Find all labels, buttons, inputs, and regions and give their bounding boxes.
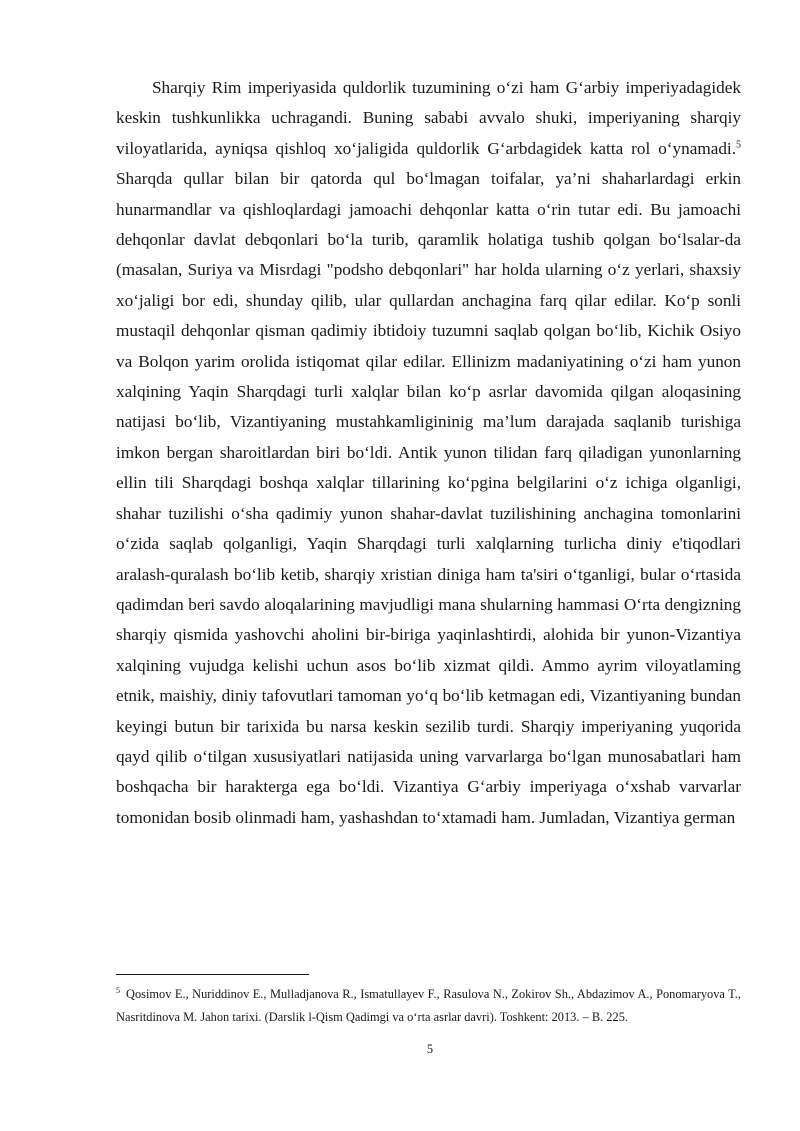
- main-paragraph: [116, 73, 741, 833]
- footnote-reference[interactable]: 5: [736, 139, 741, 151]
- paragraph-text-rest: Sharqda qullar bilan bir qatorda qul bo‘lmagan toifalar, ya’ni shaharlardagi erkin hunarmandlar va qishloqlardagi jamoachi dehqonlar katta o‘rin tutar edi. Bu jamoachi dehqonlar davlat debqonlari bo‘la turib, qaramlik holatiga tushib qolgan bo‘lsalar-da (masalan, Suriya va Misrdagi "podsho debqonlari" har holda ularning o‘z yerlari, shaxsiy xo‘jaligi bor edi, shunday qilib, ular qullardan anchagina farq qilar edilar. Ko‘p sonli mustaqil dehqonlar qisman qadimiy ibtidoiy tuzumni saqlab qolgan bo‘lib, Kichik Osiyo va Bolqon yarim orolida istiqomat qilar edilar. Ellinizm madaniyatining o‘zi ham yunon xalqining Yaqin Sharqdagi turli xalqlar bilan ko‘p asrlar davomida qilgan aloqasining natijasi bo‘lib, Vizantiyaning mustahkamligininig ma’lum darajada saqlanib turishiga imkon bergan sharoitlardan biri bo‘ldi. Antik yunon tilidan farq qiladigan yunonlarning ellin tili Sharqdagi boshqa xalqlar tillarining ko‘pgina belgilarini o‘z ichiga olganligi, shahar tuzilishi o‘sha qadimiy yunon shahar-davlat tuzilishining anchagina tomonlarini o‘zida saqlab qolganligi, Yaqin Sharqdagi turli xalqlarning turlicha diniy e'tiqodlari aralash-quralash bo‘lib ketib, sharqiy xristian diniga ham ta'siri o‘tganligi, bular o‘rtasida qadimdan beri savdo aloqalarining mavjudligi mana shularning hammasi O‘rta dengizning sharqiy qismida yashovchi aholini bir-biriga yaqinlashtirdi, alohida bir yunon-Vizantiya xalqining vujudga kelishi uchun asos bo‘lib xizmat qildi. Ammo ayrim viloyatlaming etnik, maishiy, diniy tafovutlari tamoman yo‘q bo‘lib ketmagan edi, Vizantiyaning bundan keyingi butun bir tarixida bu narsa keskin sezilib turdi. Sharqiy imperiyaning yuqorida qayd qilib o‘tilgan xususiyatlari natijasida uning varvarlarga bo‘lgan munosabatlari ham boshqacha bir harakterga ega bo‘ldi. Vizantiya G‘arbiy imperiyaga o‘xshab varvarlar tomonidan bosib olinmadi ham, yashashdan to‘xtamadi ham. Jumladan, Vizantiya german: [116, 169, 741, 827]
- footnote-separator: [116, 974, 309, 975]
- footnote-number: 5: [116, 985, 120, 995]
- footnote-text: Qosimov E., Nuriddinov E., Mulladjanova R., Ismatullayev F., Rasulova N., Zokirov Sh., Abdazimov A., Ponomaryova T., Nasritdinova M. Jahon tarixi. (Darslik l-Qism Qadimgi va o‘rta asrlar davri). Toshkent: 2013. – B. 225.: [116, 987, 741, 1024]
- footnote: [116, 983, 741, 1028]
- page-number: 5: [426, 1042, 434, 1056]
- paragraph-text-start: Sharqiy Rim imperiyasida quldorlik tuzumining o‘zi ham G‘arbiy imperiyadagidek keskin tushkunlikka uchragandi. Buning sababi avvalo shuki, imperiyaning sharqiy viloyatlarida, ayniqsa qishloq xo‘jaligida quldorlik G‘arbdagidek katta rol o‘ynamadi.: [116, 78, 741, 158]
